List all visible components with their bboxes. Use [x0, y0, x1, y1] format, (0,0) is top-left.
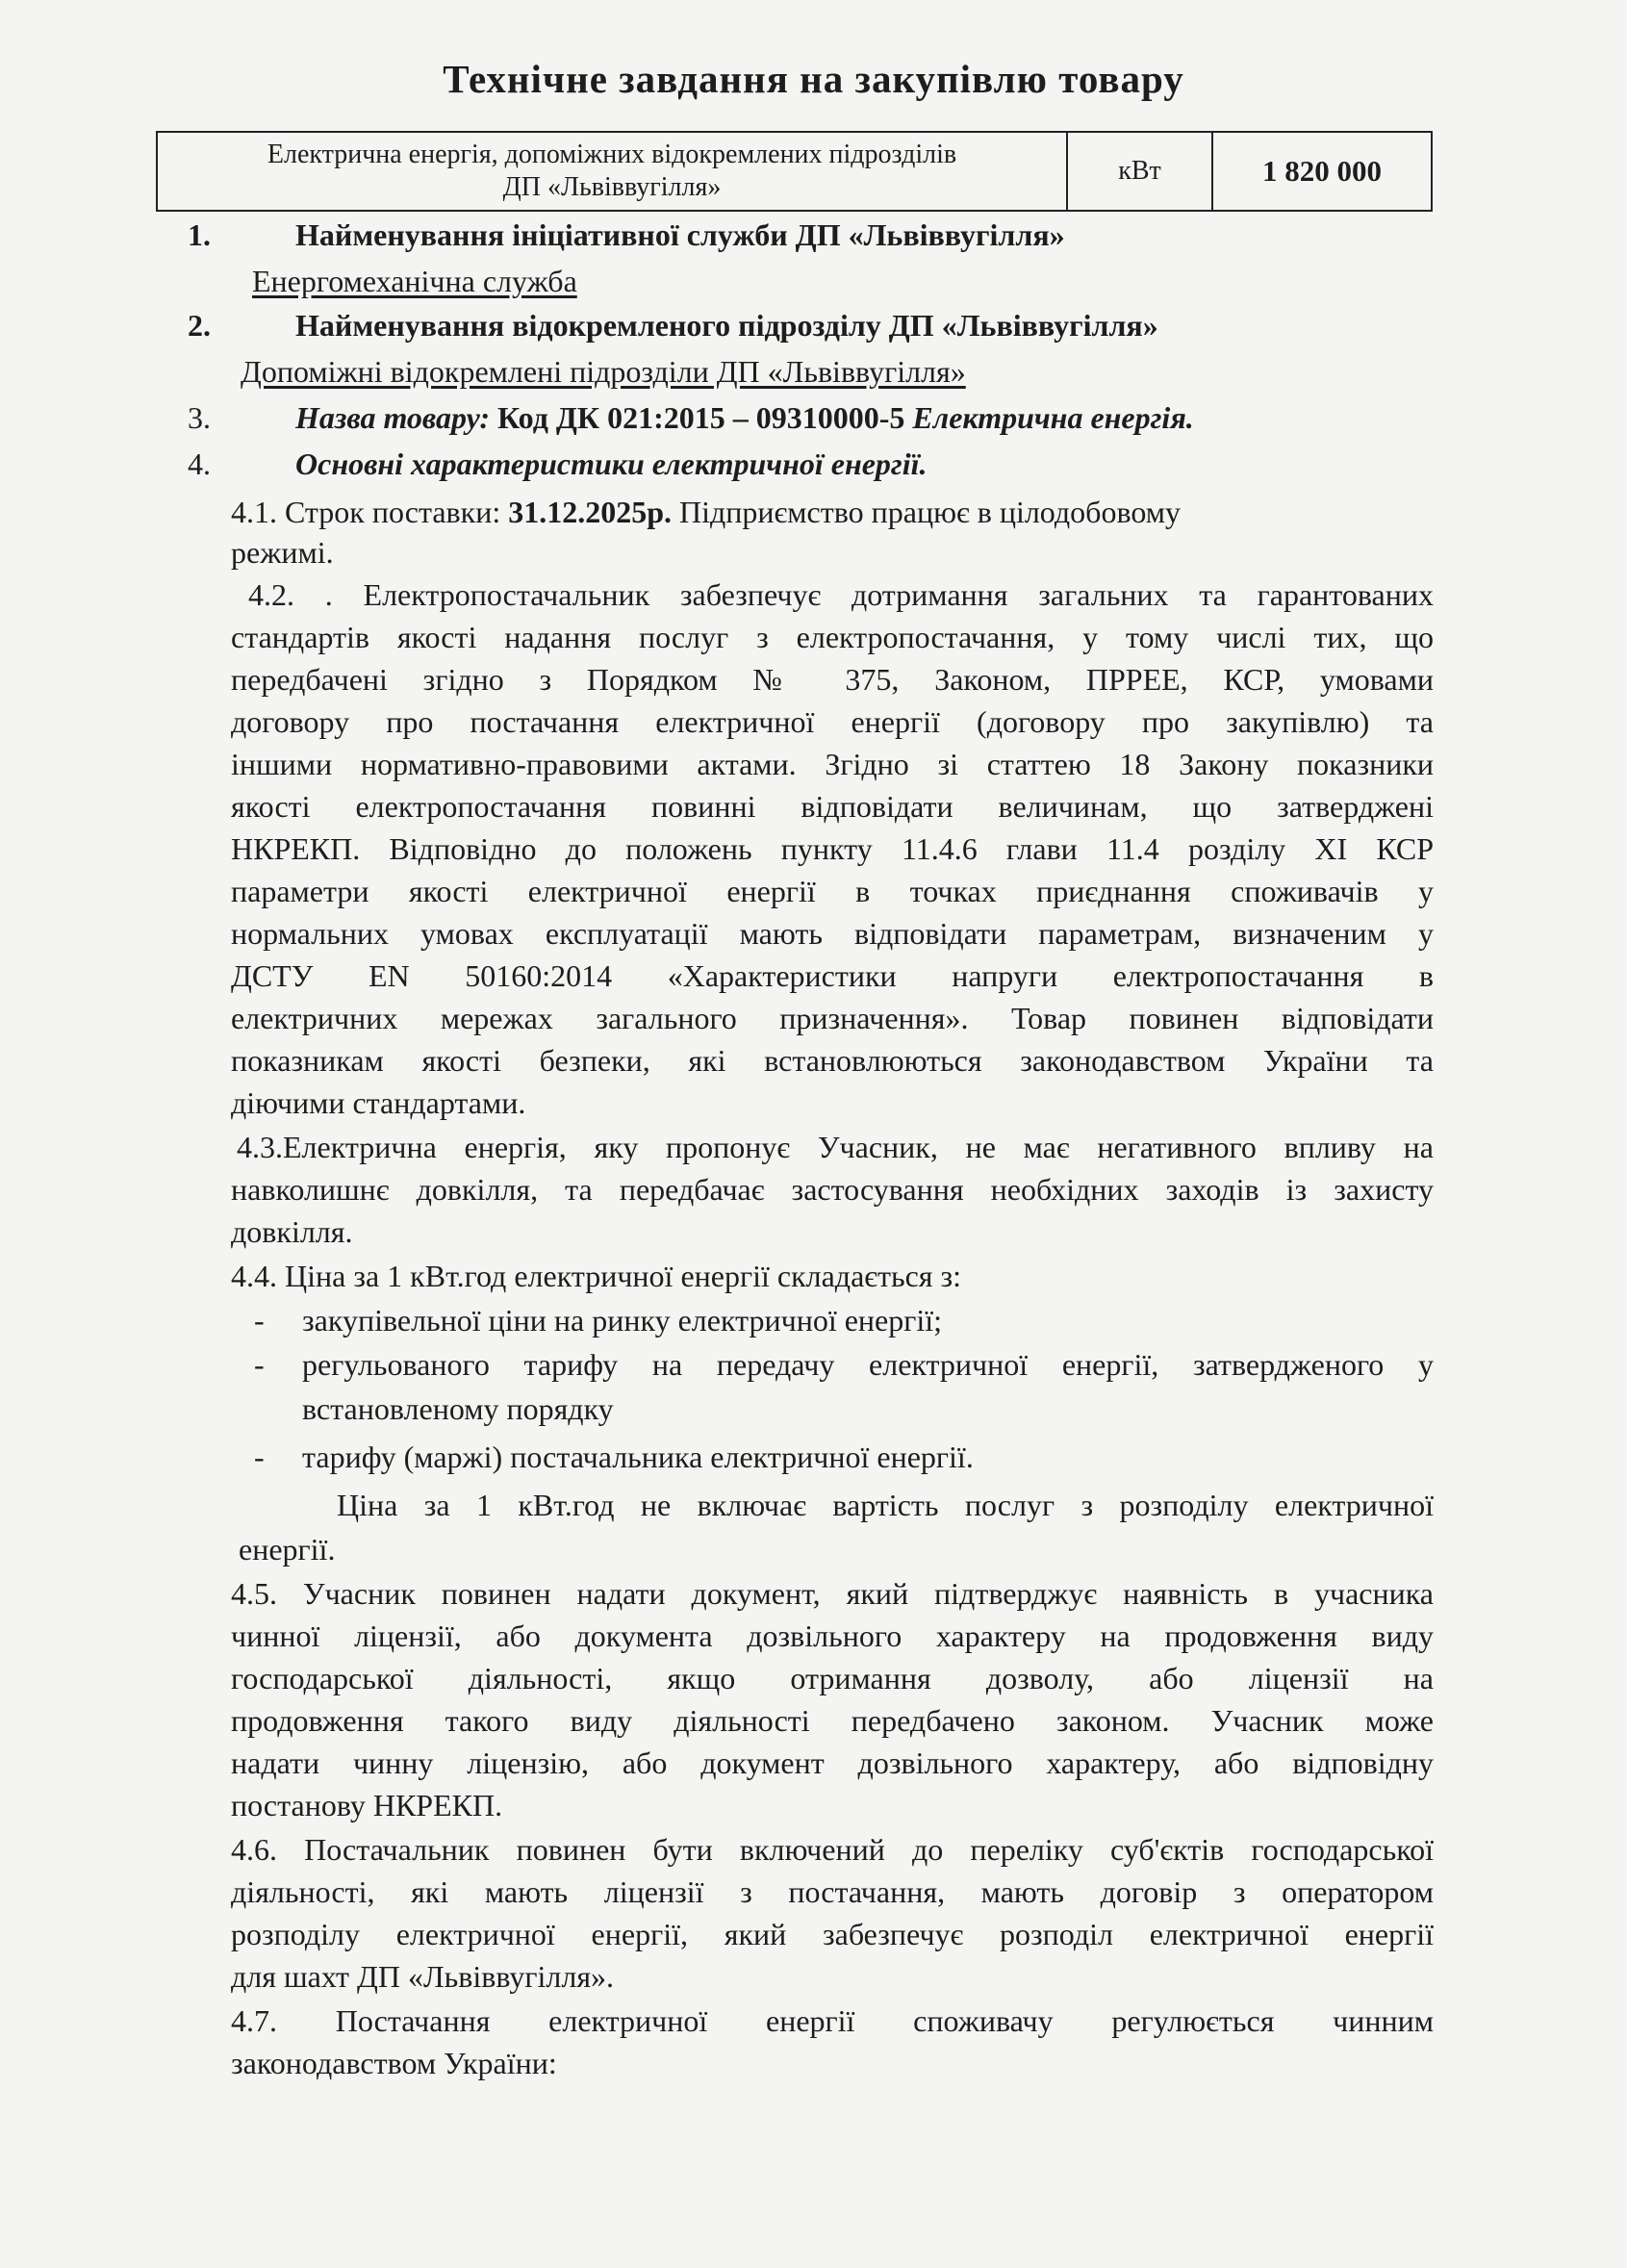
- section-number: 1.: [188, 217, 211, 252]
- section-1-value: Енергомеханічна служба: [252, 264, 577, 298]
- paragraph-4-2-line: параметри якості електричної енергії в точках приєднання споживачів у: [231, 874, 1434, 908]
- paragraph-4-3-line: довкілля.: [231, 1214, 353, 1249]
- item-description-cell: [157, 132, 1067, 211]
- section-title: Основні характеристики електричної енергії.: [295, 446, 928, 481]
- paragraph-4-2-line: ДСТУ EN 50160:2014 «Характеристики напруги електропостачання в: [231, 958, 1434, 993]
- paragraph-4-2-line: показникам якості безпеки, які встановлюються законодавством України та: [231, 1043, 1434, 1078]
- item-quantity-cell: 1 820 000: [1212, 132, 1432, 211]
- paragraph-4-2-line: нормальних умовах експлуатації мають відповідати параметрам, визначеним у: [231, 916, 1434, 951]
- delivery-date: 31.12.2025р.: [508, 495, 673, 529]
- paragraph-4-6-line: 4.6. Постачальник повинен бути включений до переліку суб'єктів господарської: [231, 1832, 1434, 1867]
- paragraph-4-2-line: електричних мережах загального призначення». Товар повинен відповідати: [231, 1001, 1434, 1035]
- paragraph-4-5-line: надати чинну ліцензію, або документ дозвільного характеру, або відповідну: [231, 1746, 1434, 1780]
- product-name: Електрична енергія.: [912, 400, 1194, 435]
- list-item: регульованого тарифу на передачу електричної енергії, затвердженого у: [302, 1347, 1434, 1382]
- table-row: [157, 132, 1432, 211]
- document-title: Технічне завдання на закупівлю товару: [443, 57, 1184, 101]
- section-2-value: Допоміжні відокремлені підрозділи ДП «Львіввугілля»: [241, 354, 966, 389]
- paragraph-4-5-line: 4.5. Учасник повинен надати документ, який підтверджує наявність в учасника: [231, 1576, 1434, 1611]
- paragraph-4-3-line: 4.3.Електрична енергія, яку пропонує Учасник, не має негативного впливу на: [237, 1130, 1434, 1164]
- paragraph-4-5-line: постанову НКРЕКП.: [231, 1788, 503, 1822]
- paragraph-4-5-line: продовження такого виду діяльності передбачено законом. Учасник може: [231, 1703, 1434, 1738]
- paragraph-4-6-line: для шахт ДП «Львіввугілля».: [231, 1959, 615, 1994]
- item-description-line1: Електрична енергія, допоміжних відокремлених підрозділів: [267, 140, 957, 169]
- list-bullet: -: [254, 1347, 265, 1382]
- product-label: Назва товару:: [295, 400, 491, 435]
- paragraph-4-2-line: іншими нормативно-правовими актами. Згідно зі статтею 18 Закону показники: [231, 747, 1434, 781]
- paragraph-4-5-line: чинної ліцензії, або документа дозвільного характеру на продовження виду: [231, 1618, 1434, 1653]
- section-title: Найменування ініціативної служби ДП «Львіввугілля»: [295, 217, 1065, 252]
- item-description-line2: ДП «Львіввугілля»: [502, 172, 722, 202]
- paragraph-4-7-line: 4.7. Постачання електричної енергії споживачу регулюється чинним: [231, 2003, 1434, 2038]
- paragraph-4-6-line: діяльності, які мають ліцензії з постачання, мають договір з оператором: [231, 1874, 1434, 1909]
- paragraph-4-6-line: розподілу електричної енергії, який забезпечує розподіл електричної енергії: [231, 1917, 1434, 1951]
- paragraph-4-1-line: режимі.: [231, 535, 334, 570]
- section-4-heading: [188, 445, 928, 483]
- price-note-line: енергії.: [239, 1532, 336, 1567]
- list-item: закупівельної ціни на ринку електричної енергії;: [302, 1303, 943, 1338]
- paragraph-4-3-line: навколишнє довкілля, та передбачає застосування необхідних заходів із захисту: [231, 1172, 1434, 1207]
- section-number: 2.: [188, 308, 211, 343]
- section-title: Найменування відокремленого підрозділу ДП «Львіввугілля»: [295, 308, 1158, 343]
- section-3-heading: [188, 398, 1194, 437]
- paragraph-4-2-line: передбачені згідно з Порядком № 375, Законом, ПРРЕЕ, КСР, умовами: [231, 662, 1434, 697]
- section-number: 3.: [188, 400, 211, 435]
- delivery-term-rest: Підприємство працює в цілодобовому: [672, 495, 1181, 529]
- paragraph-4-2-line: договору про постачання електричної енергії (договору про закупівлю) та: [231, 704, 1434, 739]
- paragraph-4-1-line: [231, 493, 1181, 531]
- paragraph-4-2-line: 4.2. . Електропостачальник забезпечує дотримання загальних та гарантованих: [248, 577, 1434, 612]
- item-table: [156, 131, 1433, 212]
- paragraph-4-7-line: законодавством України:: [231, 2046, 557, 2080]
- paragraph-4-4-intro: 4.4. Ціна за 1 кВт.год електричної енергії складається з:: [231, 1259, 962, 1293]
- paragraph-4-2-line: якості електропостачання повинні відповідати величинам, що затверджені: [231, 789, 1434, 824]
- paragraph-4-5-line: господарської діяльності, якщо отримання дозволу, або ліцензії на: [231, 1661, 1434, 1695]
- section-1-heading: [188, 216, 1065, 254]
- list-bullet: -: [254, 1440, 265, 1474]
- paragraph-4-2-line: діючими стандартами.: [231, 1085, 526, 1120]
- product-code: Код ДК 021:2015 – 09310000-5: [490, 400, 913, 435]
- list-item-continuation: встановленому порядку: [302, 1391, 614, 1426]
- list-bullet: -: [254, 1303, 265, 1338]
- price-note-line: Ціна за 1 кВт.год не включає вартість послуг з розподілу електричної: [337, 1488, 1434, 1522]
- list-item: тарифу (маржі) постачальника електричної енергії.: [302, 1440, 974, 1474]
- section-number: 4.: [188, 446, 211, 481]
- section-2-heading: [188, 306, 1158, 344]
- delivery-term-label: 4.1. Строк поставки:: [231, 495, 509, 529]
- item-unit-cell: кВт: [1067, 132, 1212, 211]
- paragraph-4-2-line: стандартів якості надання послуг з електропостачання, у тому числі тих, що: [231, 620, 1434, 654]
- paragraph-4-2-line: НКРЕКП. Відповідно до положень пункту 11.4.6 глави 11.4 розділу XI КСР: [231, 831, 1434, 866]
